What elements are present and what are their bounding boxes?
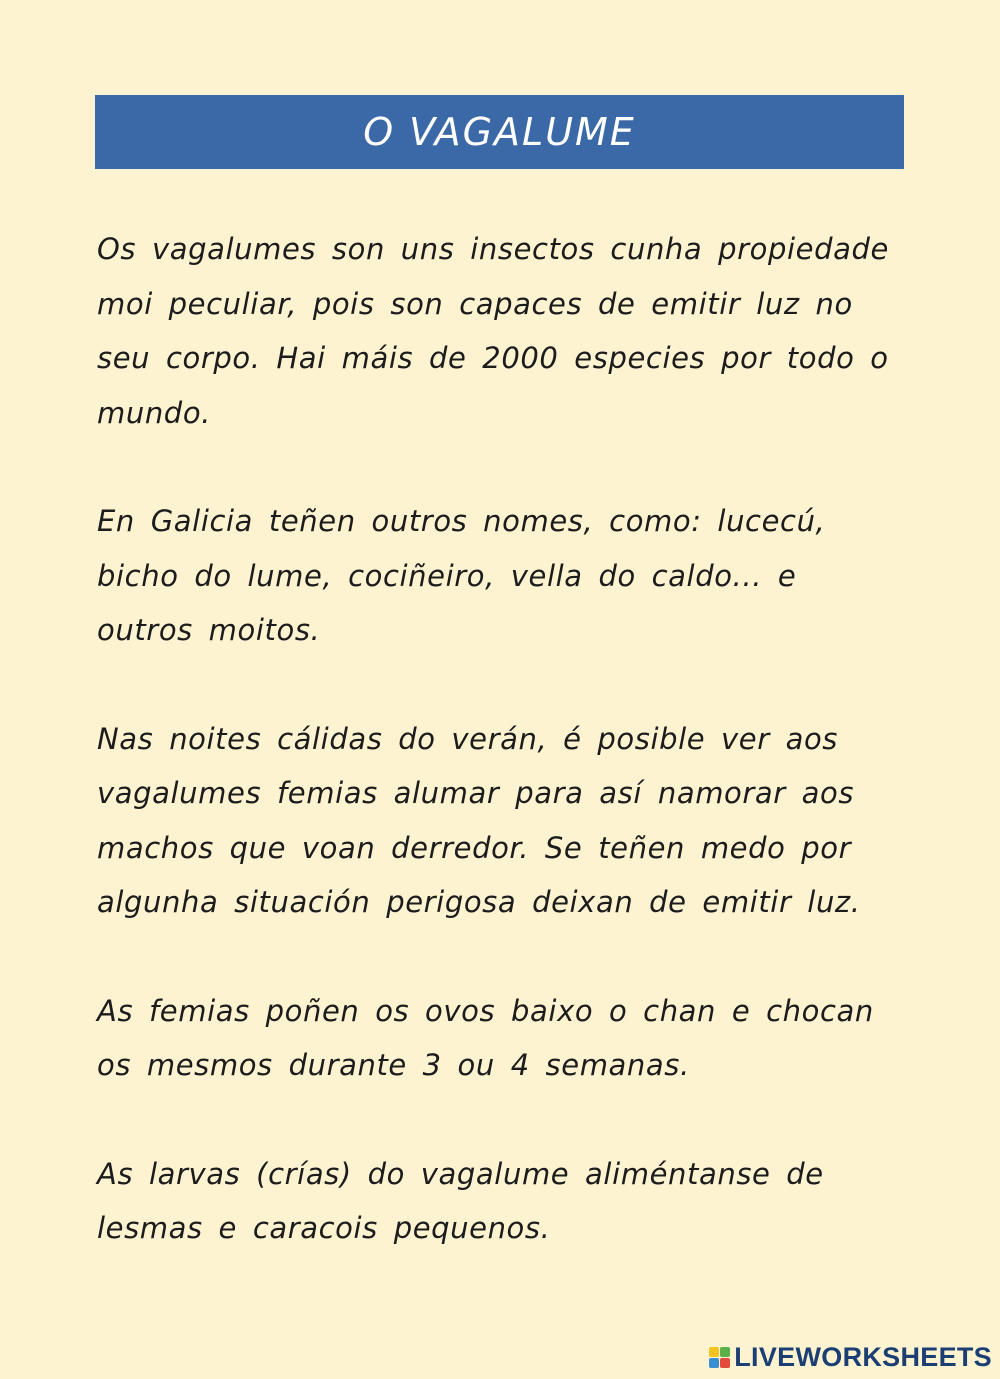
title-banner — [95, 95, 904, 169]
article-body — [97, 222, 907, 1310]
liveworksheets-logo-icon — [709, 1347, 730, 1368]
paragraph-larvae: As larvas (crías) do vagalume aliméntanse de lesmas e caracois pequenos. — [97, 1156, 824, 1245]
liveworksheets-wordmark: LIVEWORKSHEETS — [734, 1342, 992, 1372]
paragraph-summer-nights: Nas noites cálidas do verán, é posible ver aos vagalumes femias alumar para así namorar aos machos que voan derredor. Se teñen medo por algunha situación perigosa deixan de emitir luz. — [97, 721, 861, 919]
page-title: O VAGALUME — [363, 110, 636, 154]
paragraph-eggs: As femias poñen os ovos baixo o chan e chocan os mesmos durante 3 ou 4 semanas. — [97, 993, 874, 1082]
liveworksheets-branding — [709, 1342, 992, 1373]
paragraph-galicia-names: En Galicia teñen outros nomes, como: lucecú, bicho do lume, cociñeiro, vella do caldo... e outros moitos. — [97, 504, 826, 647]
paragraph-intro: Os vagalumes son uns insectos cunha propiedade moi peculiar, pois son capaces de emitir luz no seu corpo. Hai máis de 2000 especies por todo o mundo. — [97, 232, 889, 430]
